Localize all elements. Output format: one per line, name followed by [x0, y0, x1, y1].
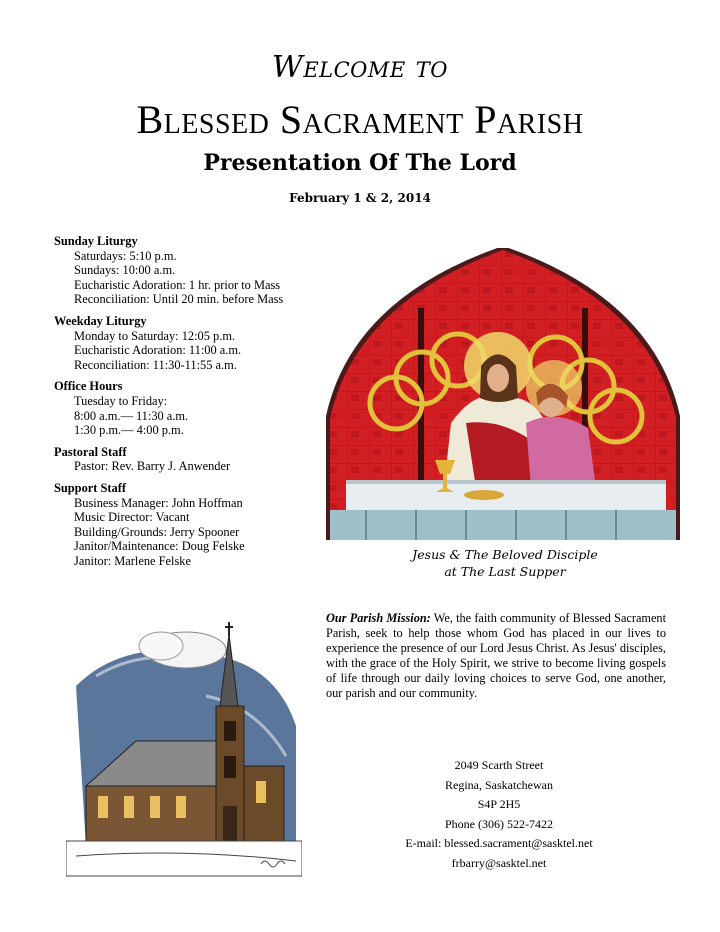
mission-label: Our Parish Mission:	[326, 611, 431, 625]
section-title: Office Hours	[54, 379, 123, 394]
section-title: Pastoral Staff	[54, 444, 127, 459]
postal-code: S4P 2H5	[477, 797, 521, 811]
schedule-section	[54, 314, 334, 372]
section-line: Music Director: Vacant	[74, 510, 190, 525]
church-illustration-icon	[66, 616, 302, 892]
section-line: Reconciliation: Until 20 min. before Mass	[74, 292, 284, 307]
section-line: Tuesday to Friday:	[74, 393, 168, 408]
street-address: 2049 Scarth Street	[454, 758, 544, 772]
feast-title: Presentation Of The Lord	[203, 150, 517, 176]
section-title: Sunday Liturgy	[54, 234, 138, 248]
schedule-section	[54, 234, 334, 307]
section-line: Building/Grounds: Jerry Spooner	[74, 524, 240, 539]
parish-name-heading: Blessed Sacrament Parish	[136, 97, 584, 142]
section-line: Reconciliation: 11:30-11:55 a.m.	[74, 357, 237, 372]
schedule-section	[54, 481, 334, 569]
bulletin-date: February 1 & 2, 2014	[289, 191, 431, 205]
stained-glass-image	[326, 248, 680, 540]
caption-line: Jesus & The Beloved Disciple	[412, 547, 598, 562]
contact-block	[380, 756, 618, 873]
schedule-section	[54, 379, 334, 437]
schedule-list	[54, 234, 334, 575]
section-line: 1:30 p.m.— 4:00 p.m.	[74, 423, 184, 438]
welcome-heading: Welcome to	[272, 50, 448, 85]
mission-text: We, the faith community of Blessed Sacrament Parish, seek to help those whom God has placed in our lives to experience the presence of our Lord Jesus Christ. As Jesus' disciples, with the grace of the Holy Spirit, we strive to become living gospels of life through our daily loving choices to serve God, one another, our parish and our community.	[326, 611, 666, 700]
church-sketch-image	[66, 616, 302, 892]
section-line: Pastor: Rev. Barry J. Anwender	[74, 459, 231, 474]
section-title: Support Staff	[54, 480, 126, 495]
section-title: Weekday Liturgy	[54, 313, 147, 328]
section-line: 8:00 a.m.— 11:30 a.m.	[74, 408, 189, 423]
window-caption	[330, 546, 680, 580]
section-line: Saturdays: 5:10 p.m.	[74, 248, 177, 263]
schedule-section	[54, 445, 334, 474]
section-line: Janitor/Maintenance: Doug Felske	[74, 539, 245, 554]
section-line: Janitor: Marlene Felske	[74, 553, 191, 568]
email-primary[interactable]: E-mail: blessed.sacrament@sasktel.net	[405, 836, 593, 850]
city-address: Regina, Saskatchewan	[445, 777, 553, 792]
email-secondary[interactable]: frbarry@sasktel.net	[451, 855, 547, 870]
section-line: Eucharistic Adoration: 1 hr. prior to Mass	[74, 277, 281, 292]
caption-line: at The Last Supper	[444, 564, 566, 579]
section-line: Monday to Saturday: 12:05 p.m.	[74, 328, 236, 343]
section-line: Eucharistic Adoration: 11:00 a.m.	[74, 343, 242, 358]
section-line: Sundays: 10:00 a.m.	[74, 263, 176, 278]
parish-mission	[326, 611, 666, 701]
phone-number: Phone (306) 522-7422	[445, 816, 553, 831]
section-line: Business Manager: John Hoffman	[74, 495, 243, 510]
stained-glass-window-icon	[326, 248, 680, 540]
